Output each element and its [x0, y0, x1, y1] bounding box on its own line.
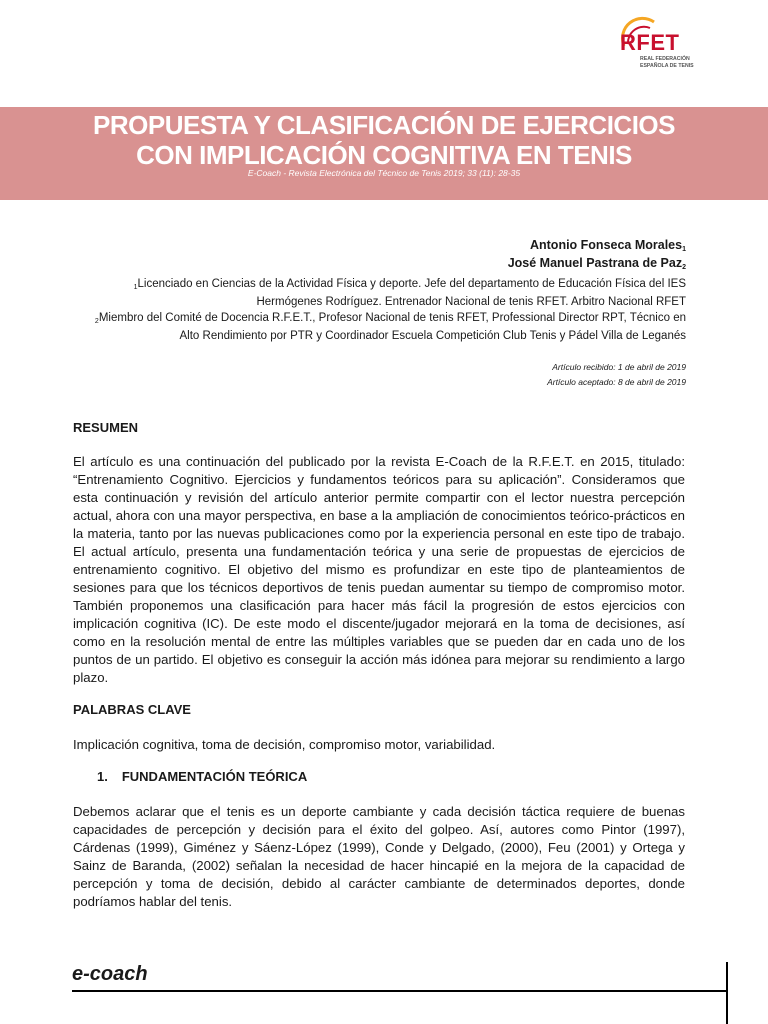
rfet-logo-subtitle: REAL FEDERACIÓN ESPAÑOLA DE TENIS — [640, 56, 694, 69]
abstract-text: El artículo es una continuación del publicado por la revista E-Coach de la R.F.E.T. en 2015, titulado: “Entrenamiento Cognitivo. Ejercicios y fundamentos teóricos para su aplicación”. Consideramos que esta continuación y revisión del artículo anterior permite compartir con el lector nuestra percepción actual, ahora con una mayor perspectiva, en base a la ampliación de conocimientos teórico-prácticos en la materia, tanto por las nuevas publicaciones como por la experiencia personal en este tipo de trabajo. El actual artículo, presenta una fundamentación teórica y una serie de propuestas de ejercicios de entrenamiento cognitivo. El objetivo del mismo es profundizar en este tipo de planteamientos de sesiones para que los técnicos deportivos de tenis puedan aumentar su tiempo de compromiso motor. También proponemos una clasificación para hacer más fácil la progresión de estos ejercicios con implicación cognitiva (IC). De este modo el discente/jugador mejorará en la toma de decisiones, así como en la resolución mental de entre las múltiples variables que se pueden dar en cada uno de los puntos de un partido. El objetivo es conseguir la acción más idónea para mejorar su rendimiento a largo plazo. — [73, 454, 685, 685]
section-1-text: Debemos aclarar que el tenis es un deporte cambiante y cada decisión táctica requiere de buenas capacidades de percepción y decisión para el éxito del golpeo. Así, autores como Pintor (1997), Cárdenas (1999), Giménez y Sáenz-López (1999), Conde y Delgado, (2000), Feu (2001) y Ortega y Sainz de Baranda, (2002) señalan la necesidad de hacer hincapié en la mejora de la capacidad de percepción y toma de decisión, debido al carácter cambiante de determinados deportes, donde podríamos hablar del tenis. — [73, 804, 685, 909]
abstract-heading: RESUMEN — [73, 420, 139, 435]
keywords-text: Implicación cognitiva, toma de decisión, compromiso motor, variabilidad. — [73, 737, 496, 752]
footer-divider — [72, 990, 727, 992]
author-2: José Manuel Pastrana de Paz$_2$ — [507, 256, 686, 271]
footer-brand: e-coach — [72, 963, 148, 985]
footer-vertical-divider — [726, 962, 728, 1024]
author-1: Antonio Fonseca Morales$_1$ — [529, 238, 686, 253]
article-title: PROPUESTA Y CLASIFICACIÓN DE EJERCICIOS CON IMPLICACIÓN COGNITIVA EN TENIS — [93, 110, 675, 170]
journal-citation: E-Coach - Revista Electrónica del Técnico de Tenis 2019; 33 (11): 28-35 — [247, 168, 521, 178]
affiliation-2: $_2$Miembro del Comité de Docencia R.F.E.T., Profesor Nacional de tenis RFET, Professional Director RPT, Técnico en Alto Rendimiento por PTR y Coordinador Escuela Competición Club Tenis y Pádel Villa de Leganés — [94, 312, 686, 342]
rfet-logo-text: RFET — [620, 30, 680, 55]
affiliation-1: $_1$Licenciado en Ciencias de la Actividad Física y deporte. Jefe del departamento de Educación Física del IES Hermógenes Rodríguez. Entrenador Nacional de tenis RFET. Arbitro Nacional RFET — [133, 278, 686, 308]
keywords-heading: PALABRAS CLAVE — [73, 702, 191, 717]
section-1-heading: 1. FUNDAMENTACIÓN TEÓRICA — [97, 769, 308, 784]
article-dates: Artículo recibido: 1 de abril de 2019 Artículo aceptado: 8 de abril de 2019 — [547, 362, 686, 387]
